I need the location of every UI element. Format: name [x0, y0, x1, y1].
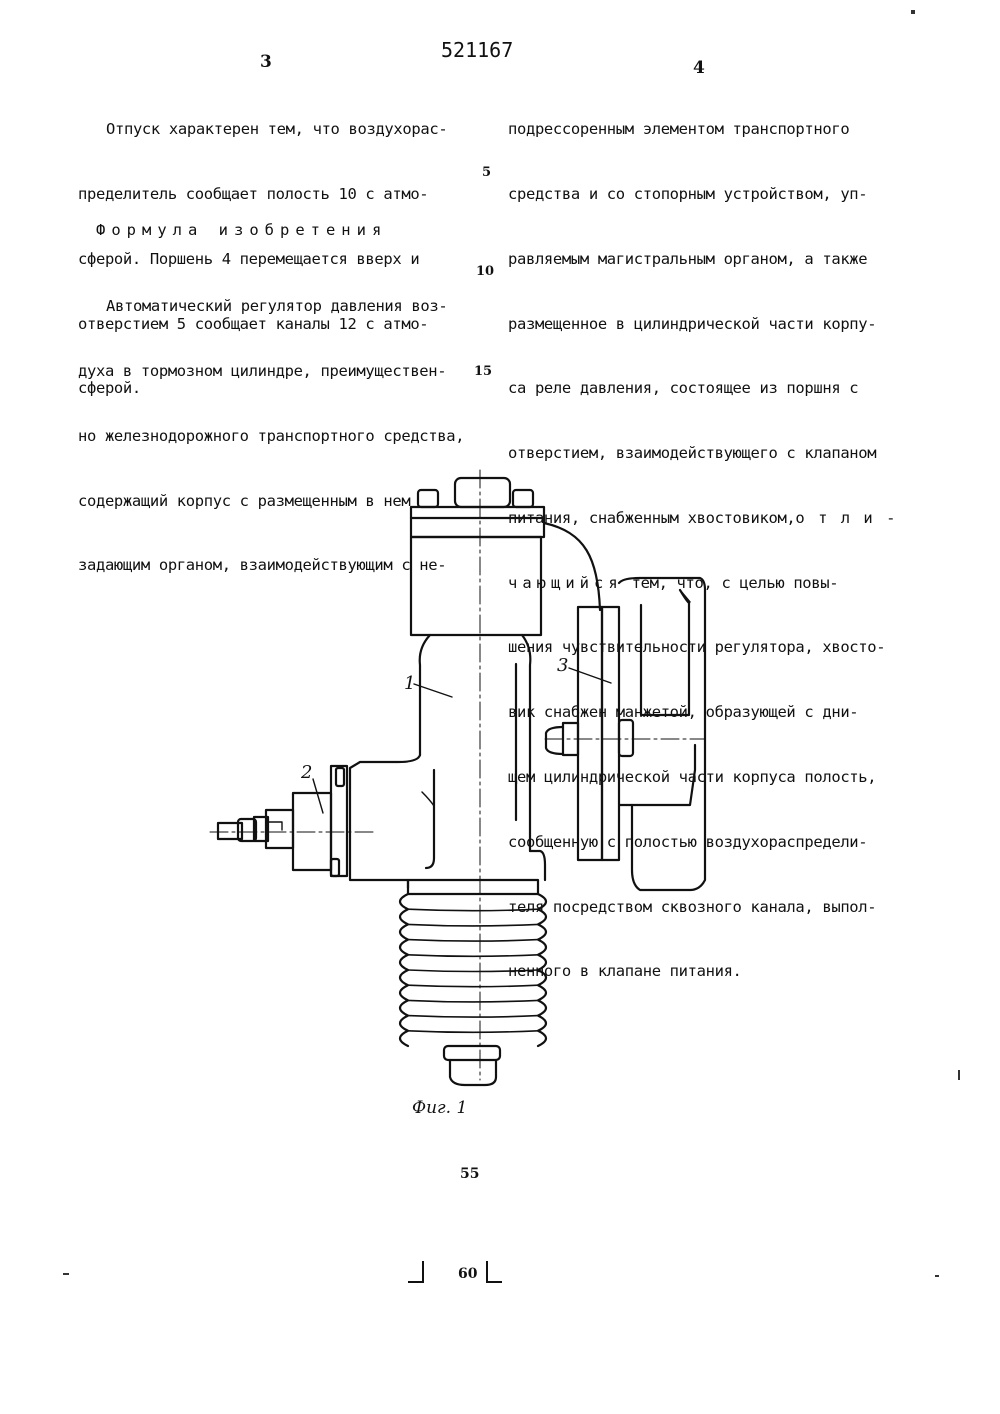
scan-speck	[935, 1275, 939, 1277]
center-lines	[210, 470, 705, 1080]
text-line: сферой.	[78, 379, 141, 398]
scan-speck	[911, 10, 915, 14]
text-line: задающим органом, взаимодействующим с не-	[78, 556, 447, 575]
line-number-15: 15	[474, 364, 493, 379]
scan-speck	[63, 1273, 69, 1275]
bottom-nut	[444, 1046, 500, 1085]
text-line: равляемым магистральным органом, а также	[508, 249, 868, 268]
line-number-10: 10	[476, 264, 495, 279]
leader-lines	[313, 668, 611, 813]
spaced-word: чающийся	[508, 573, 623, 592]
text-line: отверстием, взаимодействующего с клапаном	[508, 444, 877, 463]
bellows-left-edge	[400, 894, 408, 1046]
spaced-word: о т л и -	[795, 508, 898, 527]
figure-caption: Фиг. 1	[412, 1098, 468, 1118]
text-line: теля посредством сквозного канала, выпол-	[508, 897, 877, 916]
text-line: вик снабжен манжетой, образующей с дни-	[508, 703, 859, 722]
footer-rule-left	[422, 1261, 424, 1283]
bellows	[400, 894, 546, 1046]
right-page-number: 4	[693, 58, 705, 78]
text-line: сферой. Поршень 4 перемещается вверх и	[78, 249, 420, 268]
bellows-fold	[408, 970, 538, 972]
footer-rule-right	[486, 1261, 488, 1283]
text-line: духа в тормозном цилиндре, преимуществен-	[78, 361, 447, 380]
text-line: подрессоренным элементом транспортного	[508, 120, 850, 139]
claims-heading: Формула изобретения	[96, 221, 388, 239]
figure-label-2: 2	[301, 762, 313, 783]
text-line: са реле давления, состоящее из поршня с	[508, 379, 859, 398]
text-line: средства и со стопорным устройством, уп-	[508, 184, 868, 203]
figure-label-1: 1	[404, 673, 416, 694]
footer-number-55: 55	[460, 1166, 480, 1182]
bellows-fold	[408, 924, 538, 926]
bellows-fold	[408, 1016, 538, 1018]
mounting-bracket	[546, 578, 705, 890]
bellows-fold	[408, 955, 538, 957]
text-line: но железнодорожного транспортного средства,	[78, 426, 465, 445]
bellows-fold	[408, 940, 538, 942]
bellows-fold	[408, 1000, 538, 1002]
footer-rule-right-base	[486, 1281, 502, 1283]
bellows-fold	[408, 909, 538, 911]
bellows-fold	[408, 985, 538, 987]
text-line: сообщенную с полостью воздухораспредели-	[508, 832, 868, 851]
bellows-right-edge	[538, 894, 546, 1046]
main-body	[350, 635, 545, 894]
text-line: размещенное в цилиндрической части корпу-	[508, 314, 877, 333]
text-line: Автоматический регулятор давления воз-	[106, 297, 448, 316]
text-line: щем цилиндрической части корпуса полость,	[508, 768, 877, 786]
line-number-5: 5	[482, 165, 492, 180]
figure-label-3: 3	[557, 655, 569, 676]
text-line: отверстием 5 сообщает каналы 12 с атмо-	[78, 314, 429, 333]
side-valve	[218, 766, 347, 876]
bellows-fold	[408, 1031, 538, 1033]
text-segment: тем, что, с целью повы-	[631, 573, 839, 592]
text-segment: питания, снабженным хвостовиком,	[508, 508, 796, 527]
top-cap	[411, 478, 544, 635]
air-pipe	[544, 523, 600, 610]
text-line: ненного в клапане питания.	[508, 962, 742, 981]
text-line: пределитель сообщает полость 10 с атмо-	[78, 184, 429, 203]
footer-rule-left-base	[408, 1281, 424, 1283]
footer-number-60: 60	[458, 1266, 478, 1282]
scan-speck	[958, 1070, 960, 1080]
text-line: Отпуск характерен тем, что воздухорас-	[106, 120, 448, 139]
left-page-number: 3	[260, 52, 272, 72]
text-line: шения чувствительности регулятора, хвосто-	[508, 638, 886, 657]
text-line: содержащий корпус с размещенным в нем	[78, 491, 411, 510]
patent-number: 521167	[441, 38, 514, 62]
